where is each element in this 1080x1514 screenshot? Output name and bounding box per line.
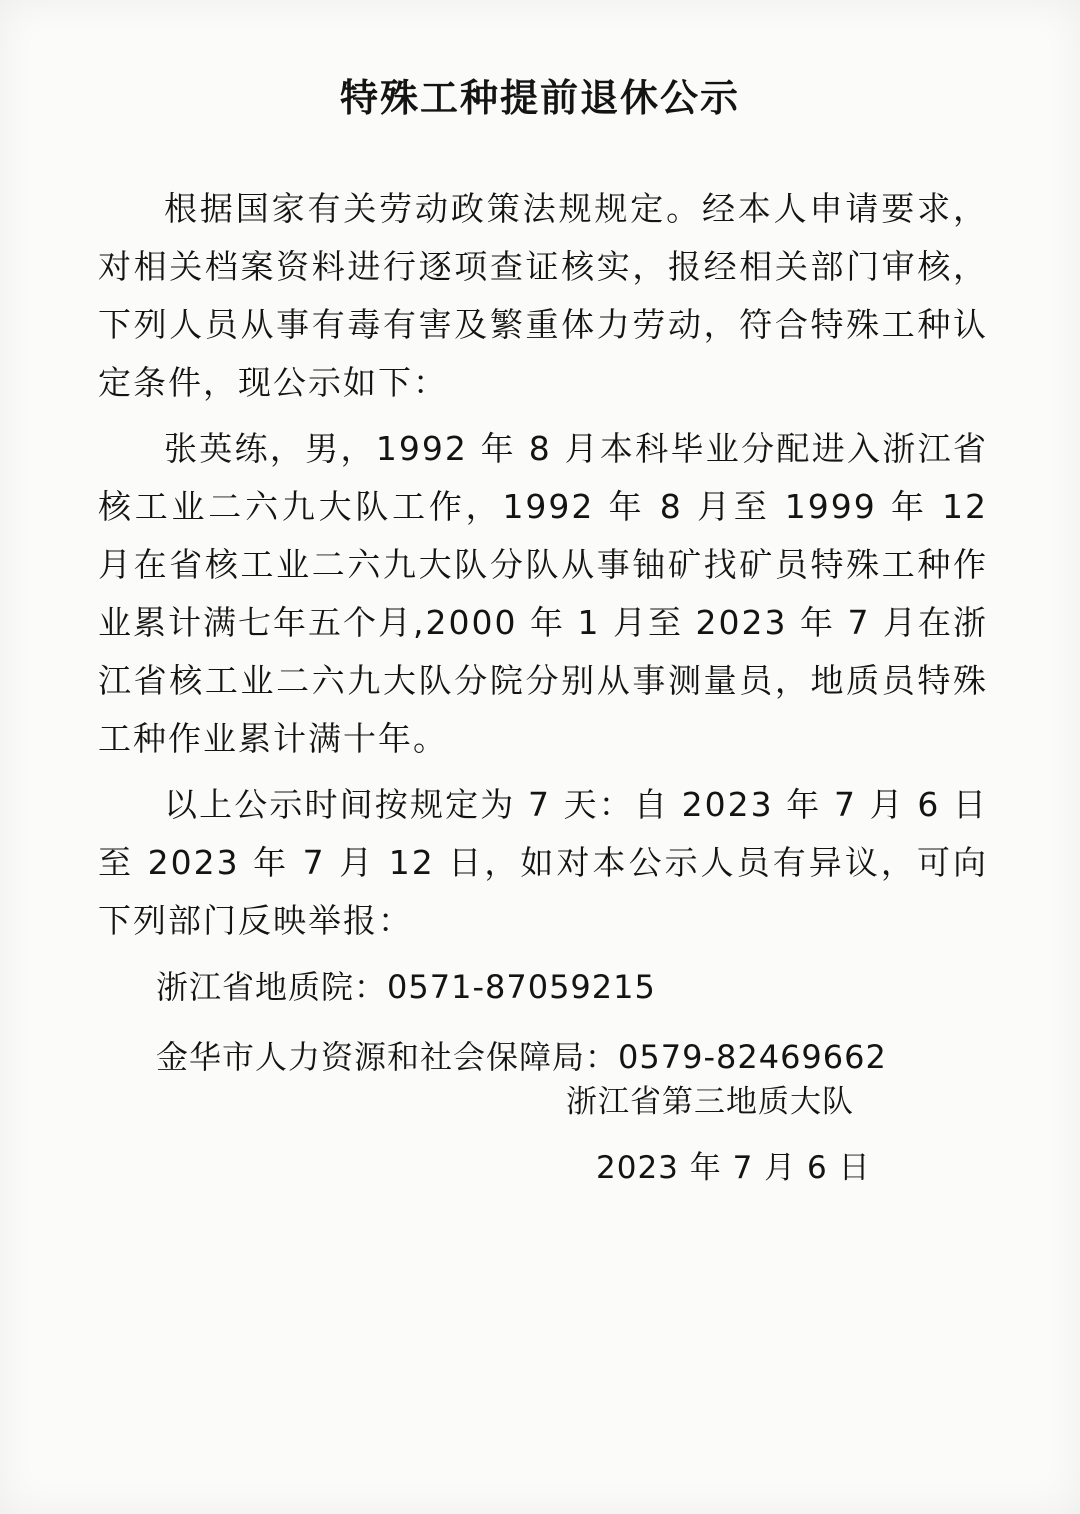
contact-line: 金华市人力资源和社会保障局：0579-82469662 — [156, 1038, 887, 1076]
document-body — [98, 180, 988, 1086]
notice-period-paragraph: 以上公示时间按规定为 7 天：自 2023 年 7 月 6 日至 2023 年 7 月 12 日，如对本公示人员有异议，可向下列部门反映举报： — [98, 785, 988, 940]
document-title: 特殊工种提前退休公示 — [339, 76, 740, 120]
intro-paragraph: 根据国家有关劳动政策法规规定。经本人申请要求，对相关档案资料进行逐项查证核实，报经相关部门审核，下列人员从事有毒有害及繁重体力劳动，符合特殊工种认定条件，现公示如下： — [98, 189, 988, 402]
person-paragraph: 张英练，男，1992 年 8 月本科毕业分配进入浙江省核工业二六九大队工作，1992 年 8 月至 1999 年 12 月在省核工业二六九大队分队从事铀矿找矿员特殊工种作业累计满七年五个月,2000 年 1 月至 2023 年 7 月在浙江省核工业二六九大队分院分别从事测量员，地质员特殊工种作业累计满十年。 — [98, 429, 988, 758]
contact-line: 浙江省地质院：0571-87059215 — [156, 968, 656, 1006]
signature-date: 2023 年 7 月 6 日 — [596, 1150, 871, 1186]
signature-organization: 浙江省第三地质大队 — [566, 1084, 854, 1120]
